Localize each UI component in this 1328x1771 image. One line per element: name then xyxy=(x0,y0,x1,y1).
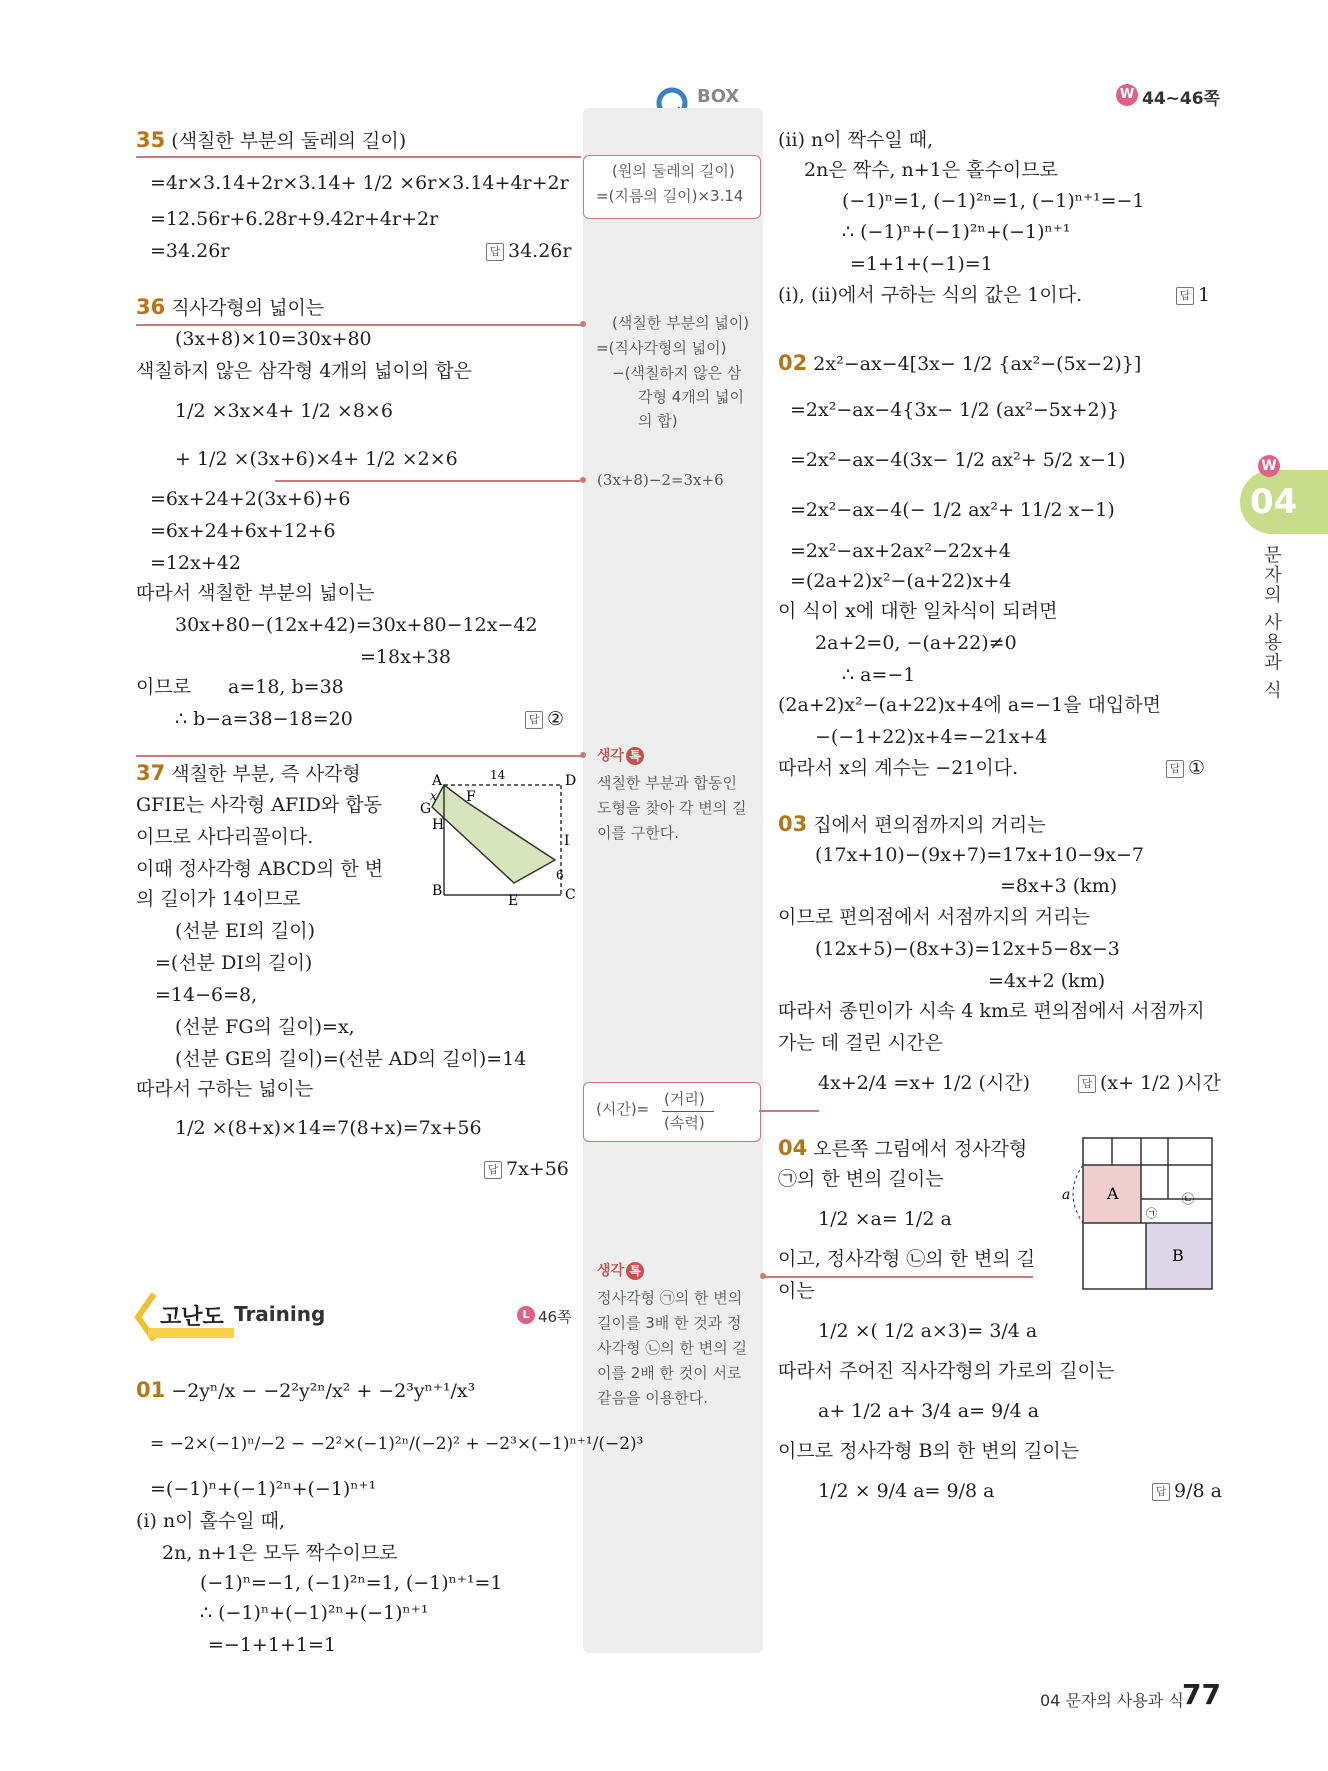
line: =(선분 DI의 길이) xyxy=(155,952,313,974)
training-title-en: Training xyxy=(234,1302,326,1326)
line: =4r×3.14+2r×3.14+ 1/2 ×6r×3.14+4r+2r xyxy=(150,172,569,194)
line: (i) n이 홀수일 때, xyxy=(136,1510,286,1532)
problem-01 xyxy=(136,1377,475,1404)
figure-label: A xyxy=(432,773,443,789)
line: =14−6=8, xyxy=(155,984,258,1006)
square-figure-37 xyxy=(420,765,580,905)
figure-label: B xyxy=(432,883,443,899)
problem-02 xyxy=(778,350,1141,377)
training-page-badge: L xyxy=(517,1306,535,1324)
connector-dot xyxy=(580,752,586,758)
line: 이므로 사다리꼴이다. xyxy=(136,826,314,848)
rectangle-figure-04 xyxy=(1058,1135,1214,1291)
line: (17x+10)−(9x+7)=17x+10−9x−7 xyxy=(815,844,1145,866)
connector-dot xyxy=(580,477,586,483)
note-line: (색칠한 부분의 넓이) xyxy=(612,314,750,332)
figure-label: F xyxy=(466,789,476,805)
page-ref: 44~46쪽 xyxy=(1142,89,1220,109)
answer-36: 답 ② xyxy=(525,706,564,732)
line: 2a+2=0, −(a+22)≠0 xyxy=(815,632,1017,654)
line: (12x+5)−(8x+3)=12x+5−8x−3 xyxy=(815,938,1120,960)
line: (−1)ⁿ=1, (−1)²ⁿ=1, (−1)ⁿ⁺¹=−1 xyxy=(842,190,1145,212)
line: 2x²−ax−4[3x− 1/2 {ax²−(5x−2)}] xyxy=(813,353,1142,375)
page-number: 77 xyxy=(1182,1678,1221,1711)
line: + 1/2 ×(3x+6)×4+ 1/2 ×2×6 xyxy=(175,448,458,470)
line: (ii) n이 짝수일 때, xyxy=(778,129,934,151)
note-line: (속력) xyxy=(664,1114,705,1132)
line: 이므로 편의점에서 서점까지의 거리는 xyxy=(778,906,1090,928)
note-line: 이를 2배 한 것이 서로 xyxy=(597,1364,742,1382)
note-line: =(지름의 길이)×3.14 xyxy=(596,187,744,205)
note-line: =(직사각형의 넓이) xyxy=(596,339,727,357)
line: (2a+2)x²−(a+22)x+4에 a=−1을 대입하면 xyxy=(778,694,1161,716)
figure-label: ㉡ xyxy=(1182,1192,1195,1206)
note-line: 길이를 3배 한 것과 정 xyxy=(597,1314,742,1332)
line: =2x²−ax+2ax²−22x+4 xyxy=(790,540,1011,562)
box-label: BOX xyxy=(697,86,740,107)
line: 따라서 종민이가 시속 4 km로 편의점에서 서점까지 xyxy=(778,1000,1205,1022)
line: =2x²−ax−4{3x− 1/2 (ax²−5x+2)} xyxy=(790,399,1120,421)
connector xyxy=(759,1110,819,1112)
think-tip: 생각 톡 xyxy=(597,1260,644,1280)
line: =8x+3 (km) xyxy=(1000,875,1118,897)
line: ∴ (−1)ⁿ+(−1)²ⁿ+(−1)ⁿ⁺¹ xyxy=(200,1602,429,1624)
line: =2x²−ax−4(− 1/2 ax²+ 11/2 x−1) xyxy=(790,499,1115,521)
line: 집에서 편의점까지의 거리는 xyxy=(813,814,1046,836)
chapter-title-vertical: 문자의 사용과 식 xyxy=(1261,545,1282,701)
line: 이고, 정사각형 ㉡의 한 변의 길 xyxy=(778,1248,1036,1270)
line: (i), (ii)에서 구하는 식의 값은 1이다. xyxy=(778,284,1083,306)
answer-icon: 답 xyxy=(486,243,504,261)
line: =34.26r xyxy=(150,240,230,262)
page-ref-badge: W xyxy=(1116,84,1138,106)
line: =18x+38 xyxy=(360,646,451,668)
answer-icon: 답 xyxy=(1166,760,1184,778)
line: =−1+1+1=1 xyxy=(208,1634,336,1656)
figure-label: 14 xyxy=(490,768,506,782)
figure-label: G xyxy=(420,801,432,817)
line: (선분 FG의 길이)=x, xyxy=(175,1016,355,1038)
figure-label: A xyxy=(1107,1184,1119,1203)
figure-label: a xyxy=(1062,1187,1071,1203)
line: ∴ a=−1 xyxy=(842,664,916,686)
problem-number: 35 xyxy=(136,128,166,152)
answer-37: 답 7x+56 xyxy=(484,1156,569,1182)
answer-35: 답 34.26r xyxy=(486,238,571,264)
answer-01: 답 1 xyxy=(1176,282,1210,308)
line: 이므로 정사각형 B의 한 변의 길이는 xyxy=(778,1440,1080,1462)
connector xyxy=(275,480,580,482)
answer-icon: 답 xyxy=(1176,287,1194,305)
line: 따라서 구하는 넓이는 xyxy=(136,1078,314,1100)
training-title-ko: 고난도 xyxy=(160,1305,224,1330)
note-line: (원의 둘레의 길이) xyxy=(612,162,735,180)
line: =6x+24+6x+12+6 xyxy=(150,520,336,542)
figure-label: x xyxy=(430,789,437,803)
figure-label: ㉠ xyxy=(1146,1207,1157,1220)
line: 색칠한 부분, 즉 사각형 xyxy=(171,763,361,785)
line: =4x+2 (km) xyxy=(988,970,1106,992)
line: 2n, n+1은 모두 짝수이므로 xyxy=(162,1542,398,1564)
line: 1/2 × 9/4 a= 9/8 a xyxy=(818,1480,995,1502)
connector xyxy=(136,755,581,757)
answer-02: 답 ① xyxy=(1166,755,1205,781)
line: 4x+2/4 =x+ 1/2 (시간) xyxy=(818,1072,1031,1094)
line: (−1)ⁿ=−1, (−1)²ⁿ=1, (−1)ⁿ⁺¹=1 xyxy=(200,1572,503,1594)
line: 30x+80−(12x+42)=30x+80−12x−42 xyxy=(175,614,538,636)
line: 따라서 x의 계수는 −21이다. xyxy=(778,757,1019,779)
answer-04: 답 9/8 a xyxy=(1152,1478,1222,1504)
line: =12.56r+6.28r+9.42r+4r+2r xyxy=(150,208,439,230)
line: =2x²−ax−4(3x− 1/2 ax²+ 5/2 x−1) xyxy=(790,449,1126,471)
line: =(2a+2)x²−(a+22)x+4 xyxy=(790,570,1012,592)
problem-number: 36 xyxy=(136,295,166,319)
figure-label: E xyxy=(508,893,519,905)
line: a+ 1/2 a+ 3/4 a= 9/4 a xyxy=(818,1400,1040,1422)
problem-number: 03 xyxy=(778,812,808,836)
note-line: 색칠한 부분과 합동인 xyxy=(597,774,737,792)
answer-icon: 답 xyxy=(525,711,543,729)
note-line: −(색칠하지 않은 삼 xyxy=(612,364,742,382)
line: 1/2 ×3x×4+ 1/2 ×8×6 xyxy=(175,400,393,422)
line: −(−1+22)x+4=−21x+4 xyxy=(815,726,1048,748)
problem-35 xyxy=(136,127,406,154)
answer-icon: 답 xyxy=(1152,1483,1170,1501)
line: GFIE는 사각형 AFID와 합동 xyxy=(136,794,382,816)
problem-03 xyxy=(778,811,1046,838)
note-line: 정사각형 ㉠의 한 변의 xyxy=(597,1289,743,1307)
problem-number: 37 xyxy=(136,761,166,785)
line: 색칠하지 않은 삼각형 4개의 넓이의 합은 xyxy=(136,360,472,382)
line: 2n은 짝수, n+1은 홀수이므로 xyxy=(804,159,1058,181)
connector xyxy=(136,156,581,158)
line: 이므로 xyxy=(136,676,192,698)
note-line: 각형 4개의 넓이 xyxy=(638,388,745,406)
line: 가는 데 걸린 시간은 xyxy=(778,1032,943,1054)
problem-number: 01 xyxy=(136,1378,166,1402)
footer-chapter-title: 04 문자의 사용과 식 xyxy=(1040,1691,1184,1710)
line: −2yⁿ/x − −2²y²ⁿ/x² + −2³yⁿ⁺¹/x³ xyxy=(171,1380,476,1402)
problem-number: 04 xyxy=(778,1136,808,1160)
note-line: 이를 구한다. xyxy=(597,824,679,842)
line: 직사각형의 넓이는 xyxy=(171,297,325,319)
note-line: 의 합) xyxy=(638,412,678,430)
line: 따라서 색칠한 부분의 넓이는 xyxy=(136,582,375,604)
note-line: (3x+8)−2=3x+6 xyxy=(597,471,724,489)
note-line: (시간)= xyxy=(596,1100,650,1118)
figure-label: B xyxy=(1172,1246,1184,1265)
line: 이 식이 x에 대한 일차식이 되려면 xyxy=(778,600,1058,622)
line: = −2×(−1)ⁿ/−2 − −2²×(−1)²ⁿ/(−2)² + −2³×(−1)ⁿ⁺¹/(−2)³ xyxy=(150,1434,644,1454)
think-tip: 생각 톡 xyxy=(597,745,644,765)
line: (선분 EI의 길이) xyxy=(175,920,316,942)
line: 1/2 ×( 1/2 a×3)= 3/4 a xyxy=(818,1320,1038,1342)
line: 이는 xyxy=(778,1280,815,1302)
line: =1+1+(−1)=1 xyxy=(850,253,993,275)
note-line: 같음을 이용한다. xyxy=(597,1389,708,1407)
answer-icon: 답 xyxy=(1078,1075,1096,1093)
line: (3x+8)×10=30x+80 xyxy=(175,328,372,350)
line: =12x+42 xyxy=(150,552,241,574)
figure-label: I xyxy=(564,833,570,849)
chapter-badge: W xyxy=(1258,455,1280,477)
think-badge: 톡 xyxy=(626,747,644,765)
line: 1/2 ×(8+x)×14=7(8+x)=7x+56 xyxy=(175,1117,482,1139)
note-line: 도형을 찾아 각 변의 길 xyxy=(597,799,747,817)
figure-label: D xyxy=(565,773,577,789)
line: ∴ b−a=38−18=20 xyxy=(175,708,353,730)
figure-label: 6 xyxy=(556,868,564,882)
line: 따라서 주어진 직사각형의 가로의 길이는 xyxy=(778,1360,1115,1382)
line: 오른쪽 그림에서 정사각형 xyxy=(813,1138,1028,1160)
problem-36 xyxy=(136,294,324,321)
line: ∴ (−1)ⁿ+(−1)²ⁿ+(−1)ⁿ⁺¹ xyxy=(842,221,1071,243)
training-page: 46쪽 xyxy=(538,1308,572,1326)
line: =(−1)ⁿ+(−1)²ⁿ+(−1)ⁿ⁺¹ xyxy=(150,1478,377,1500)
think-badge: 톡 xyxy=(626,1262,644,1280)
line: ㉠의 한 변의 길이는 xyxy=(778,1168,944,1190)
line: 의 길이가 14이므로 xyxy=(136,888,301,910)
problem-number: 02 xyxy=(778,351,808,375)
answer-03: 답 (x+ 1/2 )시간 xyxy=(1078,1070,1221,1096)
note-line: (거리) xyxy=(664,1090,705,1108)
connector-dot xyxy=(580,321,586,327)
problem-37 xyxy=(136,760,361,787)
line: 이때 정사각형 ABCD의 한 변 xyxy=(136,858,384,880)
problem-04 xyxy=(778,1135,1027,1162)
line: (선분 GE의 길이)=(선분 AD의 길이)=14 xyxy=(175,1048,527,1070)
answer-icon: 답 xyxy=(484,1161,502,1179)
line: a=18, b=38 xyxy=(228,676,344,698)
chapter-number: 04 xyxy=(1250,482,1298,522)
note-line: 사각형 ㉡의 한 변의 길 xyxy=(597,1339,747,1357)
line: (색칠한 부분의 둘레의 길이) xyxy=(171,130,407,152)
figure-label: H xyxy=(432,817,445,833)
line: 1/2 ×a= 1/2 a xyxy=(818,1208,952,1230)
line: =6x+24+2(3x+6)+6 xyxy=(150,488,351,510)
figure-label: C xyxy=(565,887,576,903)
